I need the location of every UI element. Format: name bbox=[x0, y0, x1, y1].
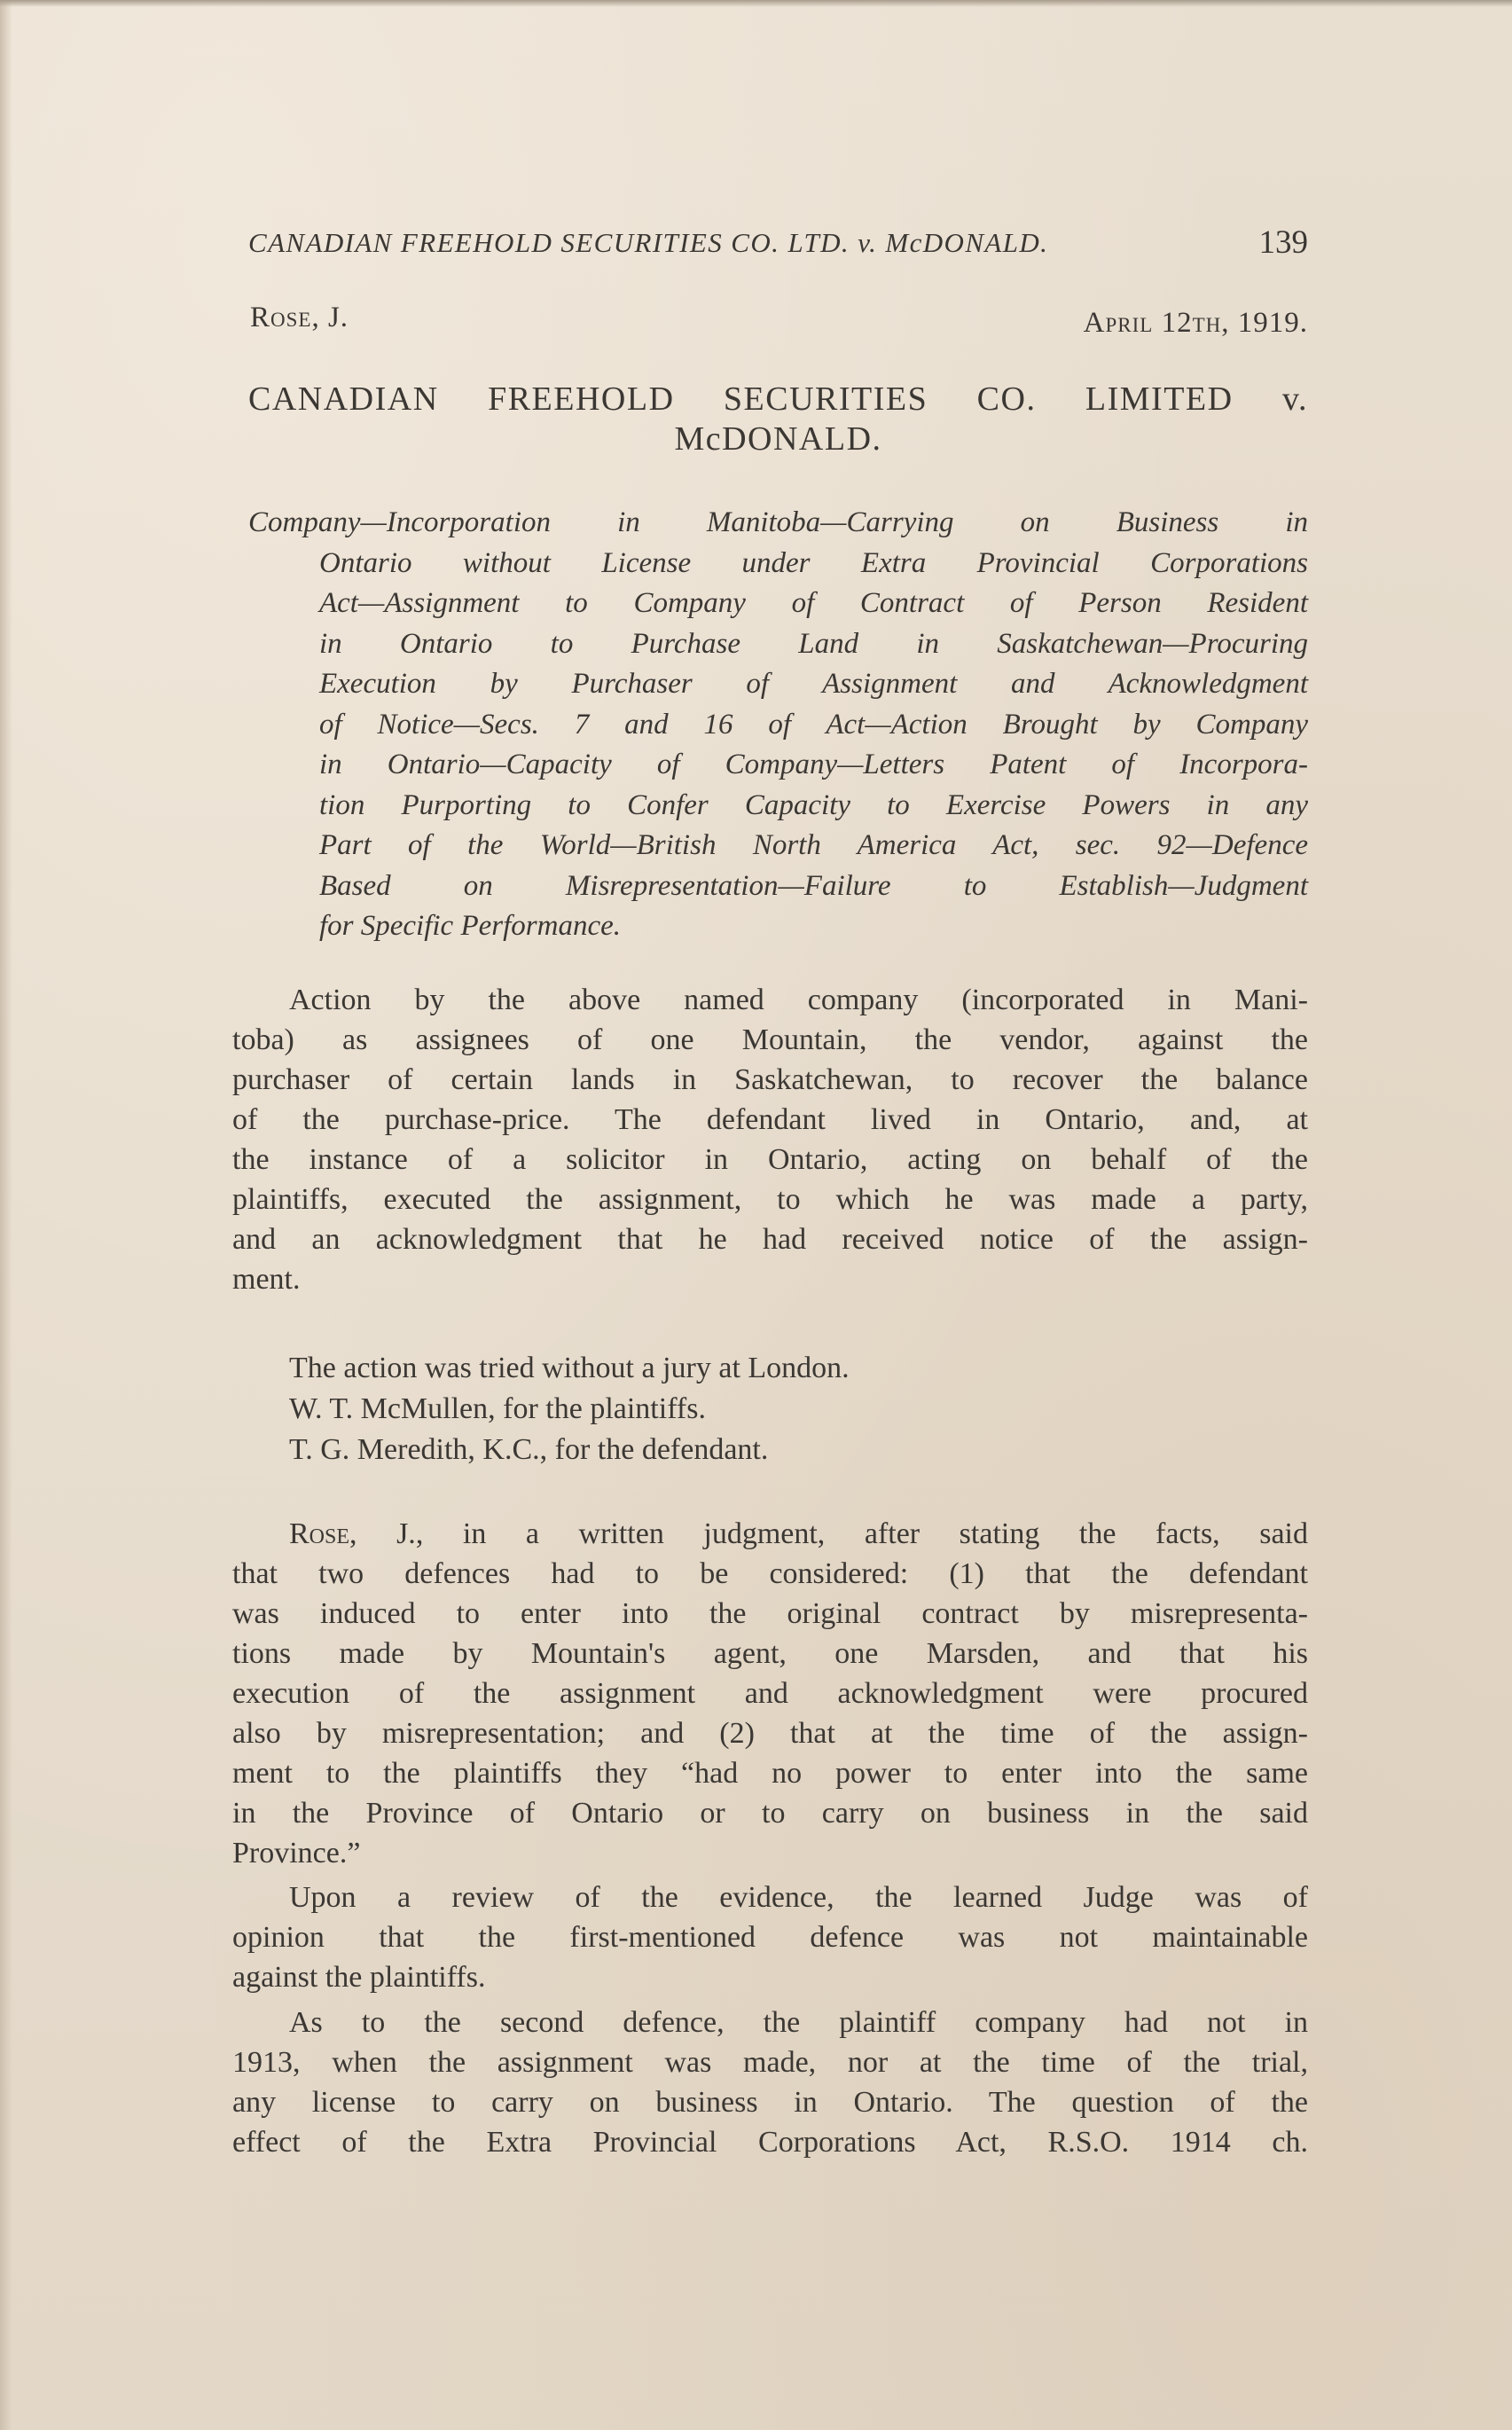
headnote-line: Part of the World—British North America Act, sec. 92—Defence bbox=[319, 829, 1308, 861]
counsel-plaintiffs: W. T. McMullen, for the plaintiffs. bbox=[289, 1392, 706, 1425]
statement-line: toba) as assignees of one Mountain, the vendor, against the bbox=[232, 1023, 1308, 1056]
judge-date-line bbox=[250, 302, 1308, 346]
headnote-line: Execution by Purchaser of Assignment and Acknowledgment bbox=[319, 668, 1308, 700]
judgment-line: Upon a review of the evidence, the learned Judge was of bbox=[289, 1881, 1308, 1914]
judgment-line: tions made by Mountain's agent, one Marsden, and that his bbox=[232, 1637, 1308, 1670]
judgment-paragraph-2 bbox=[232, 1877, 1308, 1997]
statement-of-facts bbox=[232, 980, 1308, 1299]
judgment-line: As to the second defence, the plaintiff company had not in bbox=[289, 2006, 1308, 2039]
judgment-opening-text: , in a written judgment, after stating the facts, said bbox=[415, 1517, 1308, 1550]
headnote-line: in Ontario to Purchase Land in Saskatchewan—Procuring bbox=[319, 627, 1308, 660]
trial-venue: The action was tried without a jury at London. bbox=[289, 1352, 850, 1384]
statement-line: plaintiffs, executed the assignment, to which he was made a party, bbox=[232, 1183, 1308, 1216]
judge-name-inline: Rose, J. bbox=[289, 1517, 416, 1550]
headnote-line: for Specific Performance. bbox=[319, 910, 621, 942]
judgment-line: in the Province of Ontario or to carry on business in the said bbox=[232, 1797, 1308, 1830]
case-title bbox=[248, 380, 1308, 459]
judgment-line: Province.” bbox=[232, 1837, 361, 1870]
judgment-paragraph-3 bbox=[232, 2003, 1308, 2162]
running-head bbox=[248, 223, 1308, 268]
headnote-line: tion Purporting to Confer Capacity to Exercise Powers in any bbox=[319, 788, 1308, 821]
headnote-line: of Notice—Secs. 7 and 16 of Act—Action Brought by Company bbox=[319, 708, 1308, 741]
judgment-line: was induced to enter into the original contract by misrepresenta- bbox=[232, 1597, 1308, 1630]
trial-details bbox=[289, 1348, 1265, 1470]
judgment-line: execution of the assignment and acknowledgment were procured bbox=[232, 1677, 1308, 1710]
statement-line: Action by the above named company (incorporated in Mani- bbox=[289, 984, 1308, 1016]
statement-line: purchaser of certain lands in Saskatchewan, to recover the balance bbox=[232, 1063, 1308, 1096]
running-head-title: CANADIAN FREEHOLD SECURITIES CO. LTD. v. McDONALD. bbox=[248, 227, 1049, 258]
headnote-line: Based on Misrepresentation—Failure to Establish—Judgment bbox=[319, 869, 1308, 902]
counsel-defendant: T. G. Meredith, K.C., for the defendant. bbox=[289, 1433, 769, 1466]
case-title-line-2: McDONALD. bbox=[674, 420, 882, 458]
judgment-line: also by misrepresentation; and (2) that at the time of the assign- bbox=[232, 1717, 1308, 1750]
judgment-line: effect of the Extra Provincial Corporations Act, R.S.O. 1914 ch. bbox=[232, 2126, 1308, 2159]
judgment-line: 1913, when the assignment was made, nor at the time of the trial, bbox=[232, 2046, 1308, 2079]
judgment-opening-line bbox=[232, 1514, 1308, 1554]
judgment-line: that two defences had to be considered: (1) that the defendant bbox=[232, 1557, 1308, 1590]
headnote-line: in Ontario—Capacity of Company—Letters Patent of Incorpora- bbox=[319, 749, 1308, 780]
judgment-date: April 12th, 1919. bbox=[1083, 307, 1308, 339]
headnote-line: Company—Incorporation in Manitoba—Carrying on Business in bbox=[248, 506, 1308, 538]
judgment-line: against the plaintiffs. bbox=[232, 1961, 486, 1994]
judgment-line: any license to carry on business in Ontario. The question of the bbox=[232, 2086, 1308, 2119]
statement-line: ment. bbox=[232, 1263, 301, 1296]
page-number: 139 bbox=[1258, 224, 1308, 261]
judge-name: Rose, J. bbox=[250, 302, 349, 333]
statement-line: and an acknowledgment that he had received notice of the assign- bbox=[232, 1223, 1308, 1256]
case-title-line-1: CANADIAN FREEHOLD SECURITIES CO. LIMITED v. bbox=[248, 380, 1308, 418]
judgment-line: ment to the plaintiffs they “had no power to enter into the same bbox=[232, 1757, 1308, 1790]
judgment-paragraph-1 bbox=[232, 1514, 1308, 1873]
judgment-line: opinion that the first-mentioned defence was not maintainable bbox=[232, 1921, 1308, 1954]
headnote bbox=[248, 503, 1308, 947]
headnote-line: Ontario without License under Extra Provincial Corporations bbox=[319, 546, 1308, 579]
statement-line: of the purchase-price. The defendant lived in Ontario, and, at bbox=[232, 1103, 1308, 1136]
headnote-line: Act—Assignment to Company of Contract of Person Resident bbox=[319, 587, 1308, 619]
statement-line: the instance of a solicitor in Ontario, acting on behalf of the bbox=[232, 1143, 1308, 1176]
